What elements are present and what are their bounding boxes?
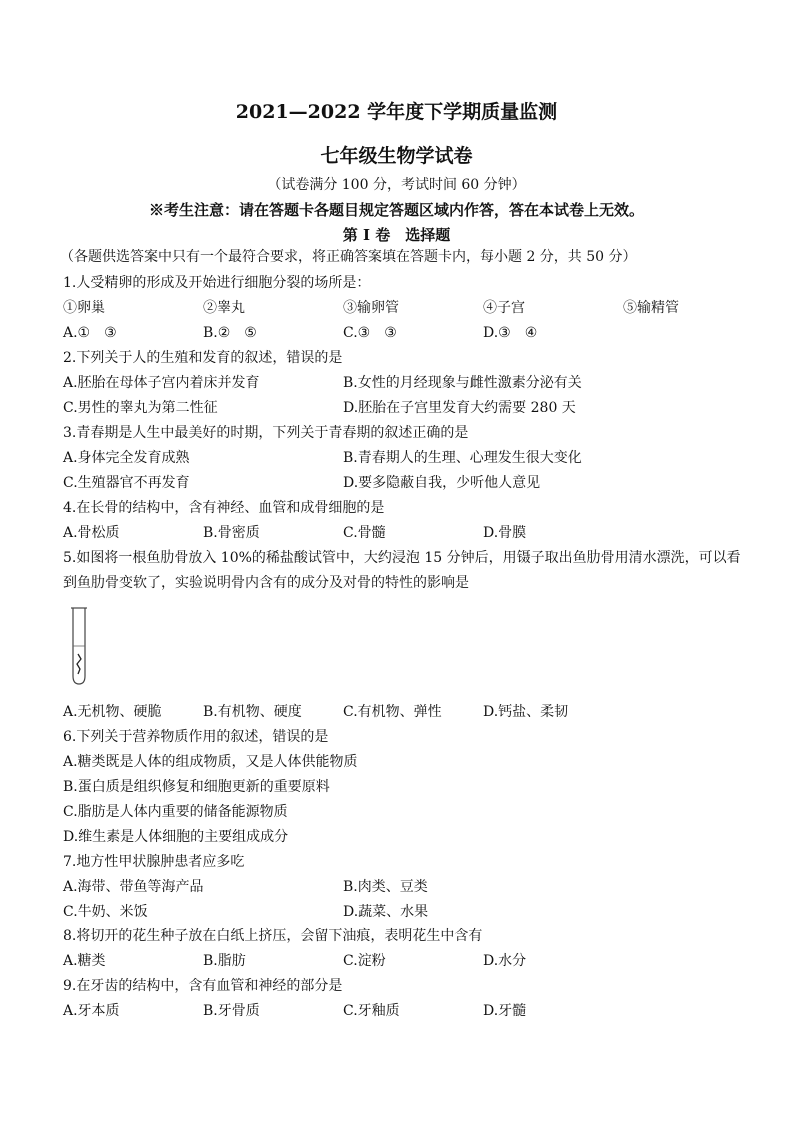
q4-option-b: B.骨密质 [203, 525, 260, 541]
q3-option-c: C.生殖器官不再发育 [63, 475, 190, 491]
question-5-stem-line-1: 5.如图将一根鱼肋骨放入 10%的稀盐酸试管中，大约浸泡 15 分钟后，用镊子取出鱼肋骨用清水漂洗，可以看 [63, 550, 741, 566]
q9-option-a: A.牙本质 [63, 1003, 120, 1019]
q5-option-b: B.有机物、硬度 [203, 704, 302, 720]
q6-option-b: B.蛋白质是组织修复和细胞更新的重要原料 [63, 779, 330, 795]
q9-option-c: C.牙釉质 [343, 1003, 400, 1019]
q2-option-d: D.胚胎在子宫里发育大约需要 280 天 [343, 400, 576, 416]
exam-info: （试卷满分 100 分，考试时间 60 分钟） [267, 177, 526, 193]
q5-option-d: D.钙盐、柔韧 [483, 704, 569, 720]
exam-subtitle: 七年级生物学试卷 [320, 145, 473, 167]
question-3-stem: 3.青春期是人生中最美好的时期，下列关于青春期的叙述正确的是 [63, 425, 469, 441]
fish-rib-bone [77, 654, 81, 674]
q7-option-c: C.牛奶、米饭 [63, 904, 148, 920]
q1-option-b: B.② ⑤ [203, 325, 257, 341]
q7-option-b: B.肉类、豆类 [343, 879, 428, 895]
q7-option-a: A.海带、带鱼等海产品 [63, 879, 204, 895]
q4-option-a: A.骨松质 [63, 525, 120, 541]
question-1-stem: 1.人受精卵的形成及开始进行细胞分裂的场所是： [63, 275, 371, 291]
q8-option-a: A.糖类 [63, 953, 106, 969]
q5-option-a: A.无机物、硬脆 [63, 704, 162, 720]
q2-option-b: B.女性的月经现象与雌性激素分泌有关 [343, 375, 582, 391]
q8-option-b: B.脂肪 [203, 953, 246, 969]
section-instructions: （各题供选答案中只有一个最符合要求，将正确答案填在答题卡内，每小题 2 分，共 50 分） [60, 249, 637, 265]
q3-option-b: B.青春期人的生理、心理发生很大变化 [343, 450, 582, 466]
q6-option-d: D.维生素是人体细胞的主要组成成分 [63, 829, 289, 845]
q9-option-d: D.牙髓 [483, 1003, 527, 1019]
q2-option-c: C.男性的睾丸为第二性征 [63, 400, 218, 416]
test-tube-figure [64, 606, 94, 686]
q3-option-a: A.身体完全发育成熟 [63, 450, 190, 466]
question-4-stem: 4.在长骨的结构中，含有神经、血管和成骨细胞的是 [63, 500, 385, 516]
q4-option-c: C.骨髓 [343, 525, 386, 541]
question-5-stem-line-2: 到鱼肋骨变软了，实验说明骨内含有的成分及对骨的特性的影响是 [63, 575, 469, 591]
q1-item: ②睾丸 [203, 300, 245, 316]
q1-option-d: D.③ ④ [483, 325, 538, 341]
q1-item: ④子宫 [483, 300, 525, 316]
question-7-stem: 7.地方性甲状腺肿患者应多吃 [63, 854, 245, 870]
candidate-notice: ※考生注意：请在答题卡各题目规定答题区域内作答，答在本试卷上无效。 [148, 201, 644, 219]
q1-item: ⑤输精管 [623, 300, 679, 316]
q9-option-b: B.牙骨质 [203, 1003, 260, 1019]
q1-option-a: A.① ③ [63, 325, 117, 341]
exam-title: 2021—2022 学年度下学期质量监测 [235, 101, 558, 123]
question-8-stem: 8.将切开的花生种子放在白纸上挤压，会留下油痕，表明花生中含有 [63, 928, 483, 944]
q3-option-d: D.要多隐蔽自我，少听他人意见 [343, 475, 541, 491]
q4-option-d: D.骨膜 [483, 525, 527, 541]
q8-option-d: D.水分 [483, 953, 527, 969]
q1-item: ③输卵管 [343, 300, 399, 316]
question-2-stem: 2.下列关于人的生殖和发育的叙述，错误的是 [63, 350, 343, 366]
q8-option-c: C.淀粉 [343, 953, 386, 969]
q5-option-c: C.有机物、弹性 [343, 704, 442, 720]
q6-option-c: C.脂肪是人体内重要的储备能源物质 [63, 804, 288, 820]
q1-item: ①卵巢 [63, 300, 105, 316]
section-title: 第 I 卷 选择题 [342, 226, 451, 244]
question-6-stem: 6.下列关于营养物质作用的叙述，错误的是 [63, 729, 329, 745]
question-9-stem: 9.在牙齿的结构中，含有血管和神经的部分是 [63, 978, 343, 994]
q1-option-c: C.③ ③ [343, 325, 397, 341]
q6-option-a: A.糖类既是人体的组成物质，又是人体供能物质 [63, 754, 358, 770]
q2-option-a: A.胚胎在母体子宫内着床并发育 [63, 375, 260, 391]
q7-option-d: D.蔬菜、水果 [343, 904, 429, 920]
